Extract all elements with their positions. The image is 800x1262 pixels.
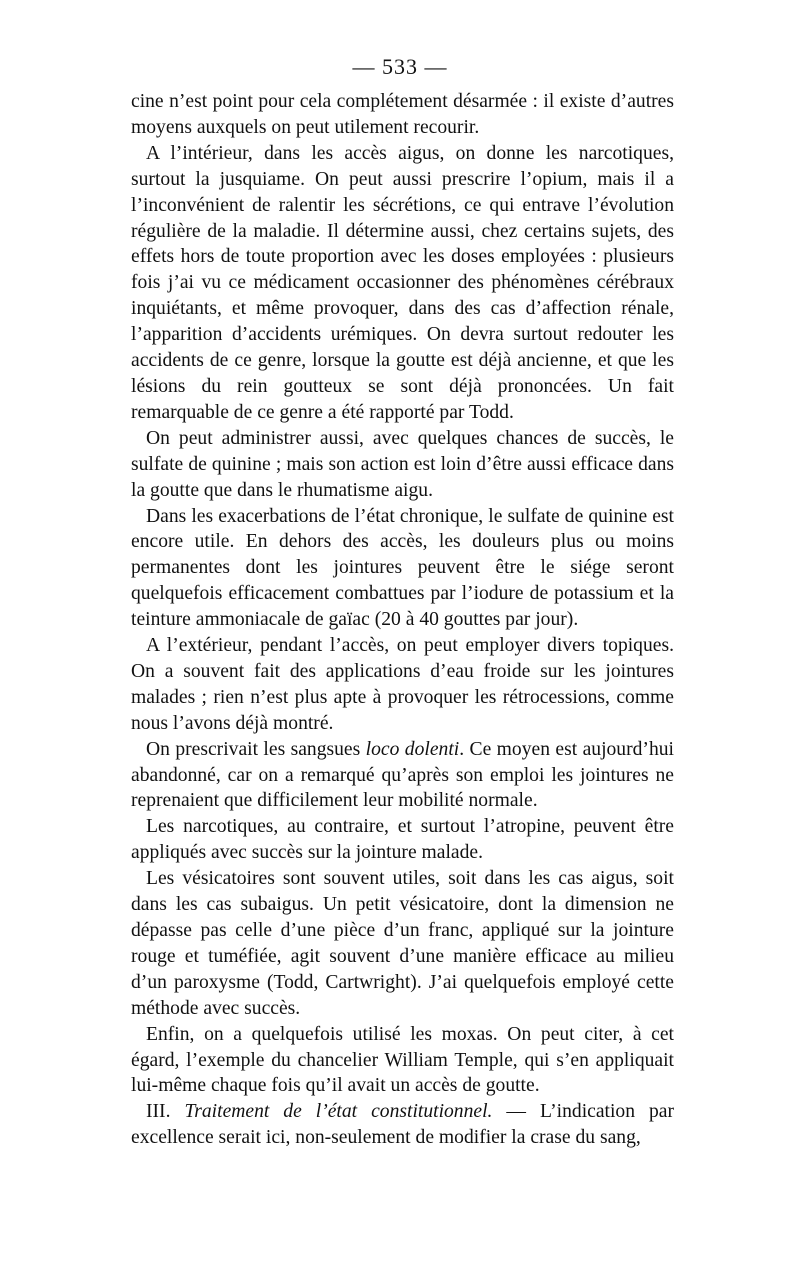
paragraph: Les narcotiques, au contraire, et surtout l’atropine, peuvent être appliqués avec succès sur la jointure malade. bbox=[131, 816, 674, 864]
paragraph: A l’extérieur, pendant l’accès, on peut employer divers topiques. On a souvent fait des applications d’eau froide sur les jointures malades ; rien n’est plus apte à provoquer les rétrocessions, comme nous l’avons déjà montré. bbox=[131, 635, 674, 734]
paragraph-text: . Ce moyen est aujourd’hui abandonné, car on a remarqué qu’après son emploi les jointures ne reprenaient que difficilement leur mobilité normale. bbox=[131, 738, 674, 812]
latin-phrase: loco dolenti bbox=[365, 738, 460, 760]
paragraph: Les vésicatoires sont souvent utiles, soit dans les cas aigus, soit dans les cas subaigus. Un petit vésicatoire, dont la dimension ne dépasse pas celle d’une pièce d’un franc, appliqué sur la jointure rouge et tuméfiée, agit souvent d’une manière efficace au milieu d’un paroxysme (Todd, Cartwright). J’ai quelquefois employé cette méthode avec succès. bbox=[131, 868, 674, 1019]
paragraph: Dans les exacerbations de l’état chronique, le sulfate de quinine est encore utile. En dehors des accès, les douleurs plus ou moins permanentes dont les jointures peuvent être le siége seront quelquefois efficacement combattues par l’iodure de potassium et la teinture ammoniacale de gaïac (20 à 40 gouttes par jour). bbox=[131, 505, 674, 631]
section-title: Traitement de l’état constitutionnel. bbox=[184, 1101, 493, 1123]
paragraph bbox=[131, 737, 674, 815]
section-number: III. bbox=[146, 1101, 185, 1123]
paragraph-text: — L’indication par excellence serait ici, non-seulement de modifier la crase du sang, bbox=[131, 1101, 675, 1149]
paragraph: A l’intérieur, dans les accès aigus, on donne les narcotiques, surtout la jusquiame. On peut aussi prescrire l’opium, mais il a l’inconvénient de ralentir les sécrétions, ce qui entrave l’évolution régulière de la maladie. Il détermine aussi, chez certains sujets, des effets hors de toute proportion avec les doses employées : plusieurs fois j’ai vu ce médicament occasionner des phénomènes cérébraux inquiétants, et même provoquer, dans des cas d’affection rénale, l’apparition d’accidents urémiques. On devra surtout redouter les accidents de ce genre, lorsque la goutte est déjà ancienne, et que les lésions du rein goutteux se sont déjà prononcées. Un fait remarquable de ce genre a été rapporté par Todd. bbox=[131, 142, 674, 423]
section-paragraph bbox=[131, 1099, 674, 1151]
paragraph: Enfin, on a quelquefois utilisé les moxas. On peut citer, à cet égard, l’exemple du chancelier William Temple, qui s’en appliquait lui-même chaque fois qu’il avait un accès de goutte. bbox=[131, 1023, 674, 1097]
paragraph: cine n’est point pour cela complétement désarmée : il existe d’autres moyens auxquels on peut utilement recourir. bbox=[131, 91, 674, 138]
page-number: — 533 — bbox=[352, 54, 448, 79]
paragraph-text: On prescrivait les sangsues bbox=[146, 738, 366, 760]
body-text bbox=[131, 89, 674, 1151]
paragraph: On peut administrer aussi, avec quelques chances de succès, le sulfate de quinine ; mais son action est loin d’être aussi efficace dans la goutte que dans le rhumatisme aigu. bbox=[131, 427, 674, 501]
